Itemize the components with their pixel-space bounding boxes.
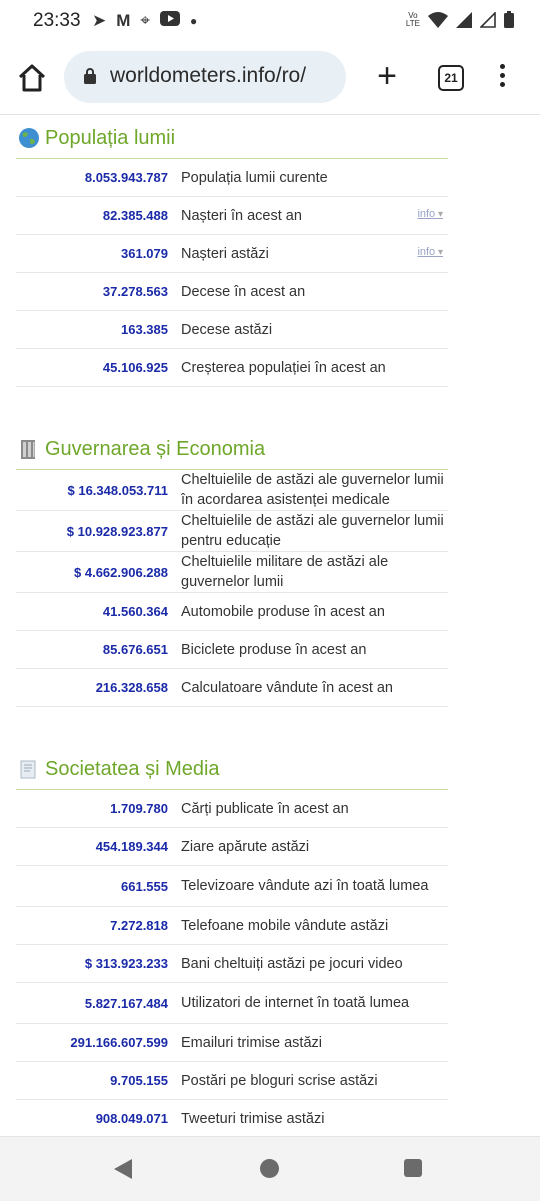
stat-value: 291.166.607.599 [70, 1035, 168, 1050]
stat-row [16, 631, 448, 669]
address-bar[interactable] [64, 51, 346, 103]
section-title: Guvernarea și Economia [45, 437, 266, 460]
stat-label: Creșterea populației în acest an [181, 359, 386, 376]
stat-label: Televizoare vândute azi în toată lumea [181, 878, 429, 894]
stat-value: 45.106.925 [102, 360, 168, 375]
youtube-icon [160, 11, 180, 31]
stat-row [16, 159, 448, 197]
stat-label: Telefoane mobile vândute astăzi [181, 917, 389, 934]
stat-row [16, 1062, 448, 1100]
stat-row [16, 197, 448, 235]
stat-row [16, 593, 448, 631]
info-link[interactable]: info ▾ [417, 208, 443, 220]
stat-row [16, 470, 448, 511]
stat-label: Bani cheltuiți astăzi pe jocuri video [181, 955, 403, 972]
stat-label: Decese astăzi [181, 321, 273, 338]
stat-value: 5.827.167.484 [84, 995, 168, 1011]
tab-switcher-button[interactable]: 21 [438, 65, 464, 91]
signal-icon [456, 12, 472, 28]
stat-label: Utilizatori de internet în toată lumea [181, 995, 410, 1011]
stat-row [16, 866, 448, 907]
recents-icon[interactable] [404, 1159, 422, 1177]
stat-label: Nașteri în acest an [181, 207, 302, 224]
stat-label: Decese în acest an [181, 283, 306, 300]
mega-icon: M [116, 11, 131, 30]
stat-row [16, 1100, 448, 1138]
stat-row [16, 828, 448, 866]
stat-label: Tweeturi trimise astăzi [181, 1110, 325, 1127]
stat-value: 216.328.658 [95, 680, 168, 695]
section-title: Societatea și Media [45, 757, 220, 780]
stat-row [16, 945, 448, 983]
url-text: worldometers.info/ro/ [110, 64, 307, 87]
stat-value: 82.385.488 [102, 208, 168, 223]
home-circle-icon[interactable] [260, 1159, 279, 1178]
stat-label: Calculatoare vândute în acest an [181, 679, 393, 696]
more-menu-icon[interactable] [495, 64, 509, 94]
stat-row [16, 790, 448, 828]
stat-row [16, 311, 448, 349]
stat-value: 41.560.364 [102, 604, 168, 619]
stat-label: Cheltuielile de astăzi ale guvernelor lumii pentru educație [181, 513, 444, 549]
lock-icon [84, 68, 96, 84]
stat-value: 9.705.155 [110, 1073, 168, 1088]
dot-icon: ● [190, 14, 198, 28]
stat-row [16, 669, 448, 707]
stat-label: Ziare apărute astăzi [181, 838, 310, 855]
stat-row [16, 273, 448, 311]
home-icon[interactable] [16, 62, 48, 94]
browser-toolbar [0, 42, 540, 115]
stat-row [16, 983, 448, 1024]
stat-value: 908.049.071 [95, 1111, 168, 1126]
stat-value: 361.079 [121, 246, 168, 261]
back-icon[interactable] [114, 1159, 132, 1179]
section-header [16, 118, 448, 159]
stat-value: 661.555 [121, 878, 168, 894]
stat-value: $ 4.662.906.288 [74, 564, 168, 580]
building-icon [18, 438, 40, 460]
stat-row [16, 907, 448, 945]
new-tab-icon[interactable]: + [377, 57, 397, 95]
stat-label: Populația lumii curente [181, 169, 328, 186]
stat-value: 85.676.651 [102, 642, 168, 657]
globe-icon [18, 127, 40, 149]
page-content [16, 118, 448, 1138]
stat-value: 1.709.780 [110, 801, 168, 816]
system-icons [406, 11, 514, 28]
stat-row [16, 511, 448, 552]
stat-value: 37.278.563 [102, 284, 168, 299]
newspaper-icon [18, 758, 40, 780]
battery-icon [504, 11, 514, 28]
section-title: Populația lumii [45, 126, 176, 149]
stat-label: Nașteri astăzi [181, 245, 269, 262]
stat-value: 454.189.344 [95, 839, 168, 854]
stat-row [16, 349, 448, 387]
stat-value: 7.272.818 [110, 918, 168, 933]
stat-value: 8.053.943.787 [84, 170, 168, 185]
signal-empty-icon [480, 12, 496, 28]
stat-value: $ 16.348.053.711 [67, 482, 168, 498]
stat-label: Automobile produse în acest an [181, 603, 385, 620]
section-header [16, 749, 448, 790]
volte-icon: Vo LTE [405, 10, 420, 28]
stat-label: Emailuri trimise astăzi [181, 1034, 322, 1051]
stat-value: 163.385 [121, 322, 168, 337]
stat-label: Cheltuielile militare de astăzi ale guvernelor lumii [181, 554, 389, 590]
section-world-population [16, 118, 448, 387]
stat-label: Postări pe bloguri scrise astăzi [181, 1072, 378, 1089]
telegram-icon: ➤ [92, 11, 107, 30]
stat-row [16, 552, 448, 593]
section-society-media [16, 749, 448, 1138]
system-navigation-bar [0, 1136, 540, 1201]
stat-row [16, 1024, 448, 1062]
stat-label: Biciclete produse în acest an [181, 641, 367, 658]
stat-value: $ 313.923.233 [84, 956, 168, 971]
status-bar [0, 0, 540, 42]
stat-value: $ 10.928.923.877 [66, 523, 168, 539]
wifi-icon [428, 12, 448, 28]
info-link[interactable]: info ▾ [417, 246, 443, 258]
stat-label: Cheltuielile de astăzi ale guvernelor lumii în acordarea asistenței medicale [181, 472, 444, 508]
section-government-economy [16, 429, 448, 707]
status-time: 23:33 [33, 10, 81, 31]
section-header [16, 429, 448, 470]
notification-icons [92, 11, 197, 31]
crosshair-icon: ⌖ [140, 11, 150, 30]
stat-label: Cărți publicate în acest an [181, 800, 349, 817]
stat-row [16, 235, 448, 273]
